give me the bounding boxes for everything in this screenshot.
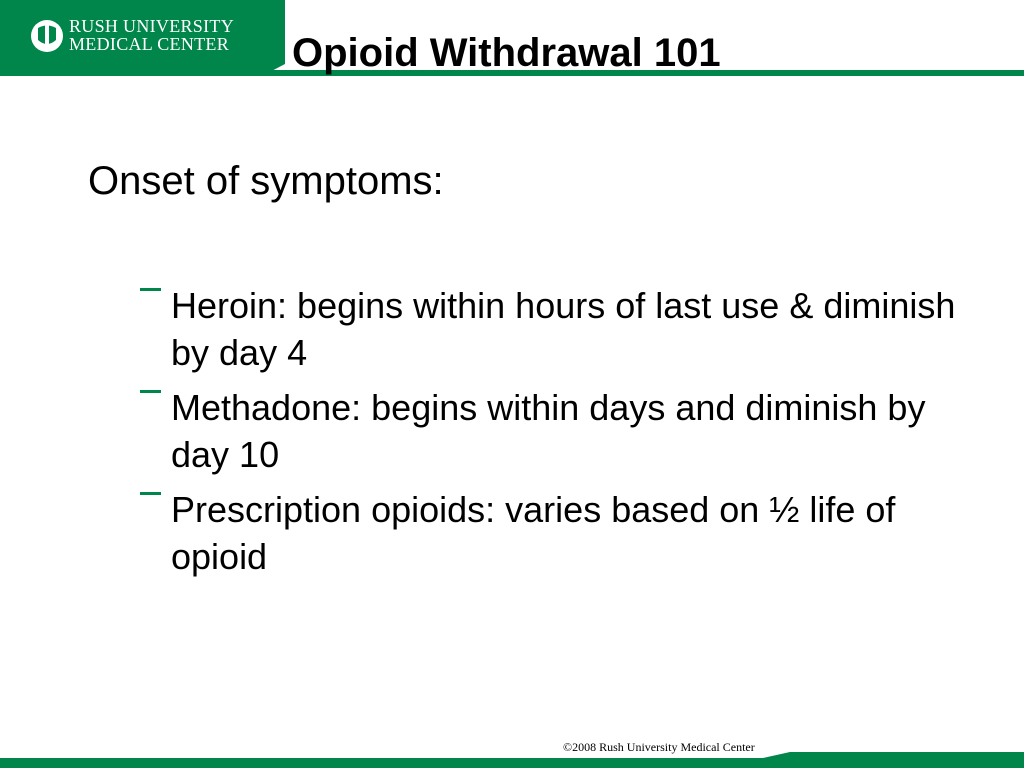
logo-line-2: MEDICAL CENTER xyxy=(69,34,230,54)
dash-bullet-icon xyxy=(140,288,161,291)
logo-line-1: RUSH UNIVERSITY xyxy=(69,16,235,36)
footer-copyright: ©2008 Rush University Medical Center xyxy=(563,740,755,754)
slide-title: Opioid Withdrawal 101 xyxy=(292,31,721,75)
bullet-list xyxy=(136,282,966,588)
brand-logo-text xyxy=(69,17,234,53)
bullet-text: Heroin: begins within hours of last use & diminish by day 4 xyxy=(171,285,956,373)
bullet-text: Prescription opioids: varies based on ½ life of opioid xyxy=(171,489,896,577)
rush-logo-icon xyxy=(29,18,65,54)
bullet-item xyxy=(136,282,966,376)
bullet-item xyxy=(136,384,966,478)
dash-bullet-icon xyxy=(140,492,161,495)
bullet-text: Methadone: begins within days and diminish by day 10 xyxy=(171,387,926,475)
slide-subtitle: Onset of symptoms: xyxy=(88,159,444,203)
footer-band xyxy=(0,752,1024,768)
bullet-item xyxy=(136,486,966,580)
dash-bullet-icon xyxy=(140,390,161,393)
